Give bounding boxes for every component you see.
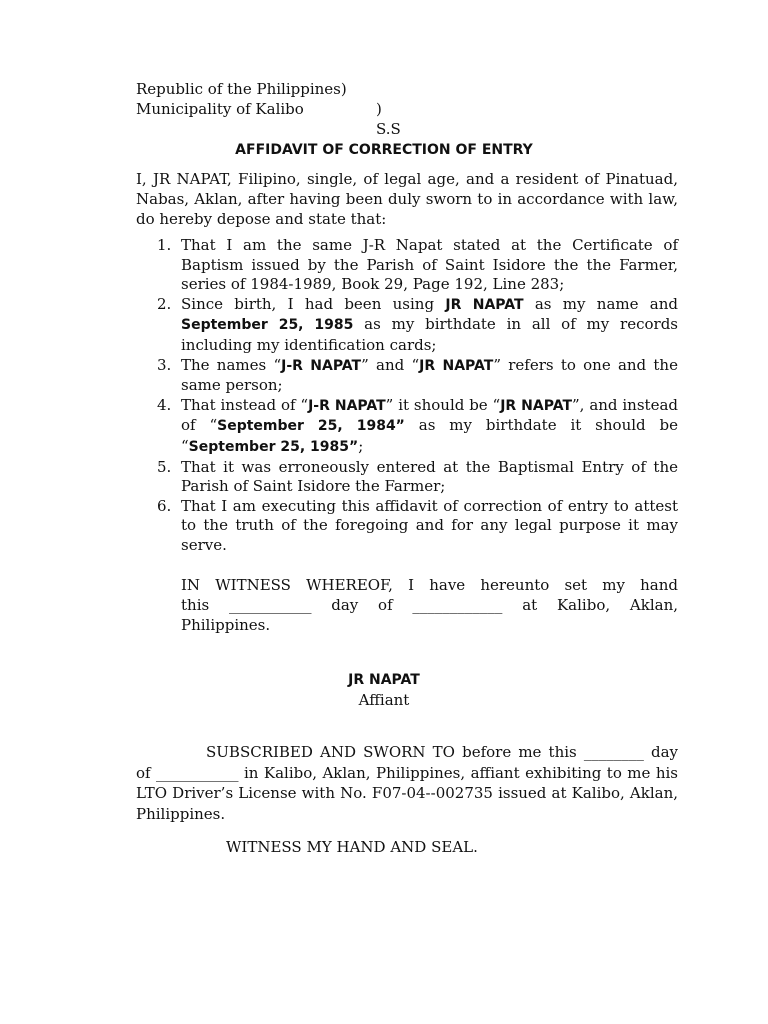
statement-item-3	[136, 356, 678, 396]
item-text: as my name and	[523, 294, 678, 313]
item-text: That I am the same J-R Napat stated at the Certificate of Baptism issued by the Parish of Saint Isidore the the Farmer, series of 1984-1989, Book 29, Page 192, Line 283;	[181, 236, 678, 294]
statement-item-6	[136, 497, 678, 556]
jurat-paragraph: SUBSCRIBED AND SWORN TO before me this ________ day of ___________ in Kalibo, Aklan, Philippines, affiant exhibiting to me his LTO Driver’s License with No. F07-04--002735 issued at Kalibo, Aklan, Philippines.	[136, 743, 678, 823]
affiant-name: JR NAPAT	[348, 672, 420, 688]
item-text: Since birth, I had been using	[181, 294, 446, 313]
venue-republic: Republic of the Philippines)	[136, 80, 347, 98]
bold-date: September 25, 1985”	[188, 438, 359, 455]
witness-line-1: IN WITNESS WHEREOF, I have hereunto set my hand	[181, 576, 678, 594]
item-text: That I am executing this affidavit of correction of entry to attest to the truth of the foregoing and for any legal purpose it may serve.	[181, 496, 678, 554]
witness-line-3: Philippines.	[181, 616, 271, 634]
item-text: ” it should be “	[385, 395, 501, 414]
item-text: ”, and instead of “	[181, 395, 678, 435]
item-number: 5.	[157, 457, 172, 476]
venue-ss: ) S.S	[376, 100, 401, 138]
venue-block	[136, 79, 401, 138]
intro-paragraph: I, JR NAPAT, Filipino, single, of legal age, and a resident of Pinatuad, Nabas, Aklan, after having been duly sworn to in accordance with law, do hereby depose and state that:	[136, 170, 678, 228]
item-text: The names “	[181, 355, 282, 374]
item-text: That it was erroneously entered at the Baptismal Entry of the Parish of Saint Isidore the Farmer;	[181, 457, 678, 496]
item-number: 2.	[157, 294, 172, 313]
bold-date: September 25, 1984”	[217, 418, 405, 435]
statement-list	[136, 236, 678, 556]
bold-name: JR NAPAT	[500, 397, 573, 414]
item-text: as my birthdate it should be “	[181, 416, 678, 455]
bold-name: JR NAPAT	[419, 357, 494, 374]
bold-date: September 25, 1985	[181, 317, 354, 334]
signature-block	[0, 670, 768, 710]
item-text: ” refers to one and the same person;	[181, 355, 678, 395]
seal-line: WITNESS MY HAND AND SEAL.	[226, 838, 478, 856]
bold-name: J-R NAPAT	[308, 397, 386, 414]
bold-name: JR NAPAT	[445, 296, 524, 313]
statement-item-1	[136, 236, 678, 295]
statement-item-5	[136, 458, 678, 497]
affiant-label: Affiant	[358, 691, 410, 709]
item-number: 4.	[157, 395, 172, 414]
item-text: That instead of “	[181, 395, 309, 414]
item-text: as my birthdate in all of my records including my identification cards;	[181, 315, 679, 354]
item-number: 3.	[157, 355, 172, 374]
witness-line-2: this ___________ day of ____________ at Kalibo, Aklan,	[181, 596, 678, 614]
statement-item-2	[136, 295, 678, 356]
venue-municipality: Municipality of Kalibo	[136, 100, 304, 118]
item-number: 6.	[157, 496, 172, 515]
document-title: AFFIDAVIT OF CORRECTION OF ENTRY	[235, 142, 533, 158]
item-number: 1.	[157, 236, 172, 254]
item-text: ” and “	[361, 355, 420, 374]
bold-name: J-R NAPAT	[281, 357, 362, 374]
item-text: ;	[358, 436, 364, 455]
statement-item-4	[136, 396, 678, 458]
witness-paragraph	[181, 575, 678, 635]
